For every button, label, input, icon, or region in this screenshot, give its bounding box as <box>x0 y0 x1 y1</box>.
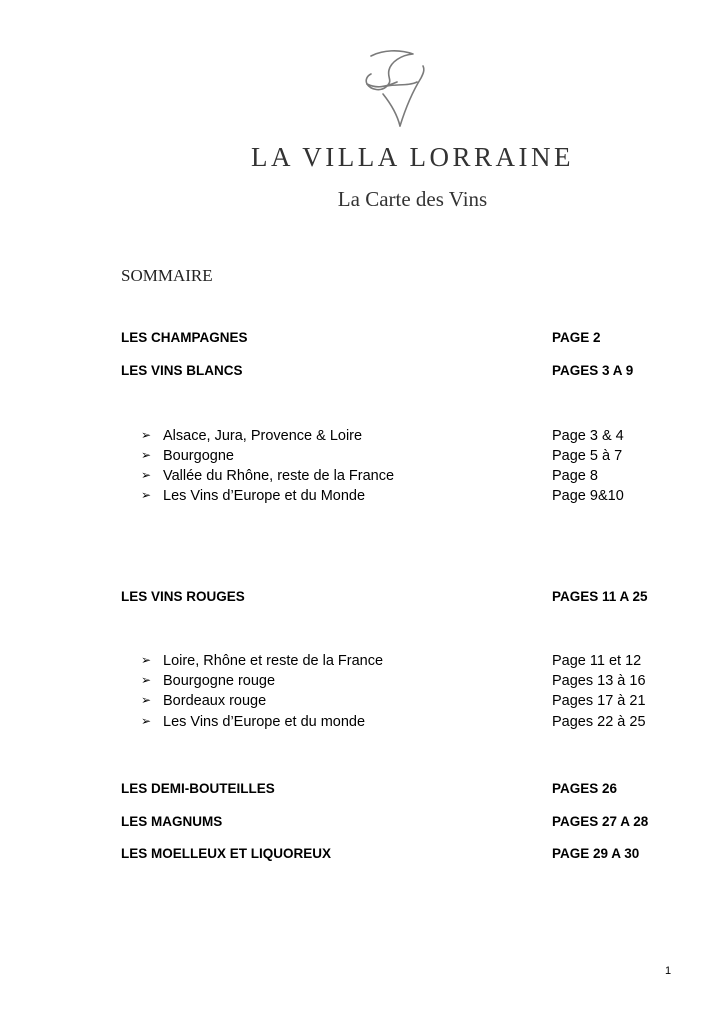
toc-item <box>121 714 681 734</box>
toc-item-label: Alsace, Jura, Provence & Loire <box>163 428 363 444</box>
arrow-bullet-icon: ➢ <box>141 714 152 728</box>
arrow-bullet-icon: ➢ <box>141 448 152 462</box>
toc-section-label: LES MAGNUMS <box>121 814 223 829</box>
toc-item <box>121 468 681 488</box>
toc-item <box>121 673 681 693</box>
arrow-bullet-icon: ➢ <box>141 653 152 667</box>
toc-section-label: LES DEMI-BOUTEILLES <box>121 781 275 796</box>
toc-item-label: Les Vins d’Europe et du Monde <box>163 488 366 504</box>
toc-item-pages: Pages 22 à 25 <box>552 714 646 730</box>
toc-item-label: Bourgogne <box>163 448 234 464</box>
toc-item <box>121 448 681 468</box>
toc-section-label: LES VINS BLANCS <box>121 363 243 378</box>
toc-section-pages: PAGES 27 A 28 <box>552 814 649 829</box>
arrow-bullet-icon: ➢ <box>141 428 152 442</box>
toc-item-pages: Pages 17 à 21 <box>552 693 646 709</box>
toc-section-pages: PAGE 2 <box>552 330 601 345</box>
arrow-bullet-icon: ➢ <box>141 693 152 707</box>
menu-subtitle: La Carte des Vins <box>337 187 488 211</box>
toc-item-pages: Page 11 et 12 <box>552 653 642 669</box>
toc-section-vins-rouges <box>121 589 681 609</box>
arrow-bullet-icon: ➢ <box>141 468 152 482</box>
toc-item-pages: Page 8 <box>552 468 598 484</box>
toc-section-demi-bouteilles <box>121 781 681 801</box>
arrow-bullet-icon: ➢ <box>141 488 152 502</box>
toc-section-champagnes <box>121 330 681 350</box>
toc-section-label: LES CHAMPAGNES <box>121 330 248 345</box>
toc-item-label: Loire, Rhône et reste de la France <box>163 653 384 669</box>
toc-section-pages: PAGES 3 A 9 <box>552 363 634 378</box>
toc-item-label: Les Vins d’Europe et du monde <box>163 714 366 730</box>
toc-item <box>121 428 681 448</box>
toc-item <box>121 488 681 508</box>
toc-section-moelleux <box>121 846 681 866</box>
toc-section-vins-blancs <box>121 363 681 383</box>
toc-section-label: LES MOELLEUX ET LIQUOREUX <box>121 846 332 861</box>
toc-item <box>121 693 681 713</box>
toc-item-label: Bordeaux rouge <box>163 693 267 709</box>
toc-section-label: LES VINS ROUGES <box>121 589 245 604</box>
toc-section-pages: PAGE 29 A 30 <box>552 846 640 861</box>
toc-item <box>121 653 681 673</box>
lv-monogram-logo <box>357 46 429 132</box>
toc-section-magnums <box>121 814 681 834</box>
toc-item-pages: Page 5 à 7 <box>552 448 623 464</box>
toc-section-pages: PAGES 26 <box>552 781 618 796</box>
toc-item-pages: Page 9&10 <box>552 488 624 504</box>
restaurant-name: LA VILLA LORRAINE <box>251 142 574 172</box>
summary-heading: SOMMAIRE <box>121 266 213 285</box>
toc-item-pages: Pages 13 à 16 <box>552 673 646 689</box>
toc-item-label: Bourgogne rouge <box>163 673 276 689</box>
arrow-bullet-icon: ➢ <box>141 673 152 687</box>
toc-section-pages: PAGES 11 A 25 <box>552 589 648 604</box>
toc-item-label: Vallée du Rhône, reste de la France <box>163 468 395 484</box>
page-number: 1 <box>665 965 672 977</box>
toc-item-pages: Page 3 & 4 <box>552 428 624 444</box>
